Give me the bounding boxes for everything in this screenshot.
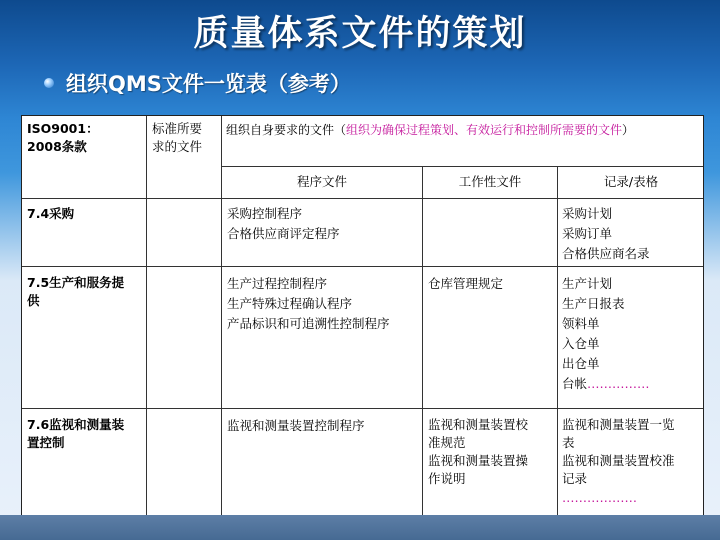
header-org-required-highlight: 组织为确保过程策划、有效运行和控制所需要的文件 [346,123,623,137]
header-org-required-prefix: 组织自身要求的文件（ [226,123,347,137]
row-2-procedures [227,274,421,334]
record-item: 生产计划 [562,276,613,291]
record-ellipsis: ……………… [562,490,637,505]
slide-title: 质量体系文件的策划 [193,14,527,54]
row-2-records [562,274,704,394]
record-ellipsis: …………… [587,376,650,391]
record-item [562,374,704,394]
work-doc-item: 仓库管理规定 [428,276,504,291]
header-procedures: 程序文件 [296,174,347,189]
col-divider-line [422,166,423,540]
procedure-item: 监视和测量装置控制程序 [227,418,365,433]
record-item: 采购计划 [562,206,613,221]
record-text: 台帐 [562,376,588,391]
procedure-item: 生产特殊过程确认程序 [227,296,353,311]
record-item: 领料单 [562,316,600,331]
header-org-required [226,120,704,140]
row-1-clause: 7.4采购 [27,206,75,221]
row-divider-line [22,408,704,409]
bullet-dot-icon [44,78,54,88]
row-2-clause: 7.5生产和服务提 供 [27,275,125,308]
bullet-text: 组织QMS文件一览表（参考） [66,72,351,96]
bullet-item [44,68,351,98]
row-3-clause: 7.6监视和测量装 置控制 [27,417,125,450]
col-divider-line [557,166,558,540]
header-records: 记录/表格 [603,174,659,189]
header-divider-line [221,166,704,167]
row-divider-line [22,266,704,267]
work-doc-item: 监视和测量装置校 准规范 [428,417,529,450]
row-1-records [562,204,704,264]
record-item: 监视和测量装置一览 表 [562,417,675,450]
procedure-item: 产品标识和可追溯性控制程序 [227,316,390,331]
record-item: 入仓单 [562,336,600,351]
header-bottom-line [22,198,704,199]
record-item: 监视和测量装置校准 记录 [562,453,675,486]
row-3-records [562,416,704,508]
row-3-procedures [227,416,421,436]
record-item: 合格供应商名录 [562,246,650,261]
record-item: 生产日报表 [562,296,625,311]
header-iso-clause: ISO9001： 2008条款 [27,121,99,154]
procedure-item: 采购控制程序 [227,206,303,221]
record-item: 出仓单 [562,356,600,371]
row-2-work-docs [428,274,556,294]
header-org-required-suffix: ） [622,123,635,137]
row-3-work-docs [428,416,556,488]
footer-band [0,515,720,540]
qms-document-table [21,115,704,540]
record-item: 采购订单 [562,226,613,241]
procedure-item: 合格供应商评定程序 [227,226,340,241]
header-standard-required: 标准所要 求的文件 [152,121,203,154]
col-divider-line [146,116,147,540]
header-work-docs: 工作性文件 [458,174,522,189]
work-doc-item: 监视和测量装置操 作说明 [428,453,529,486]
row-1-procedures [227,204,421,244]
procedure-item: 生产过程控制程序 [227,276,328,291]
